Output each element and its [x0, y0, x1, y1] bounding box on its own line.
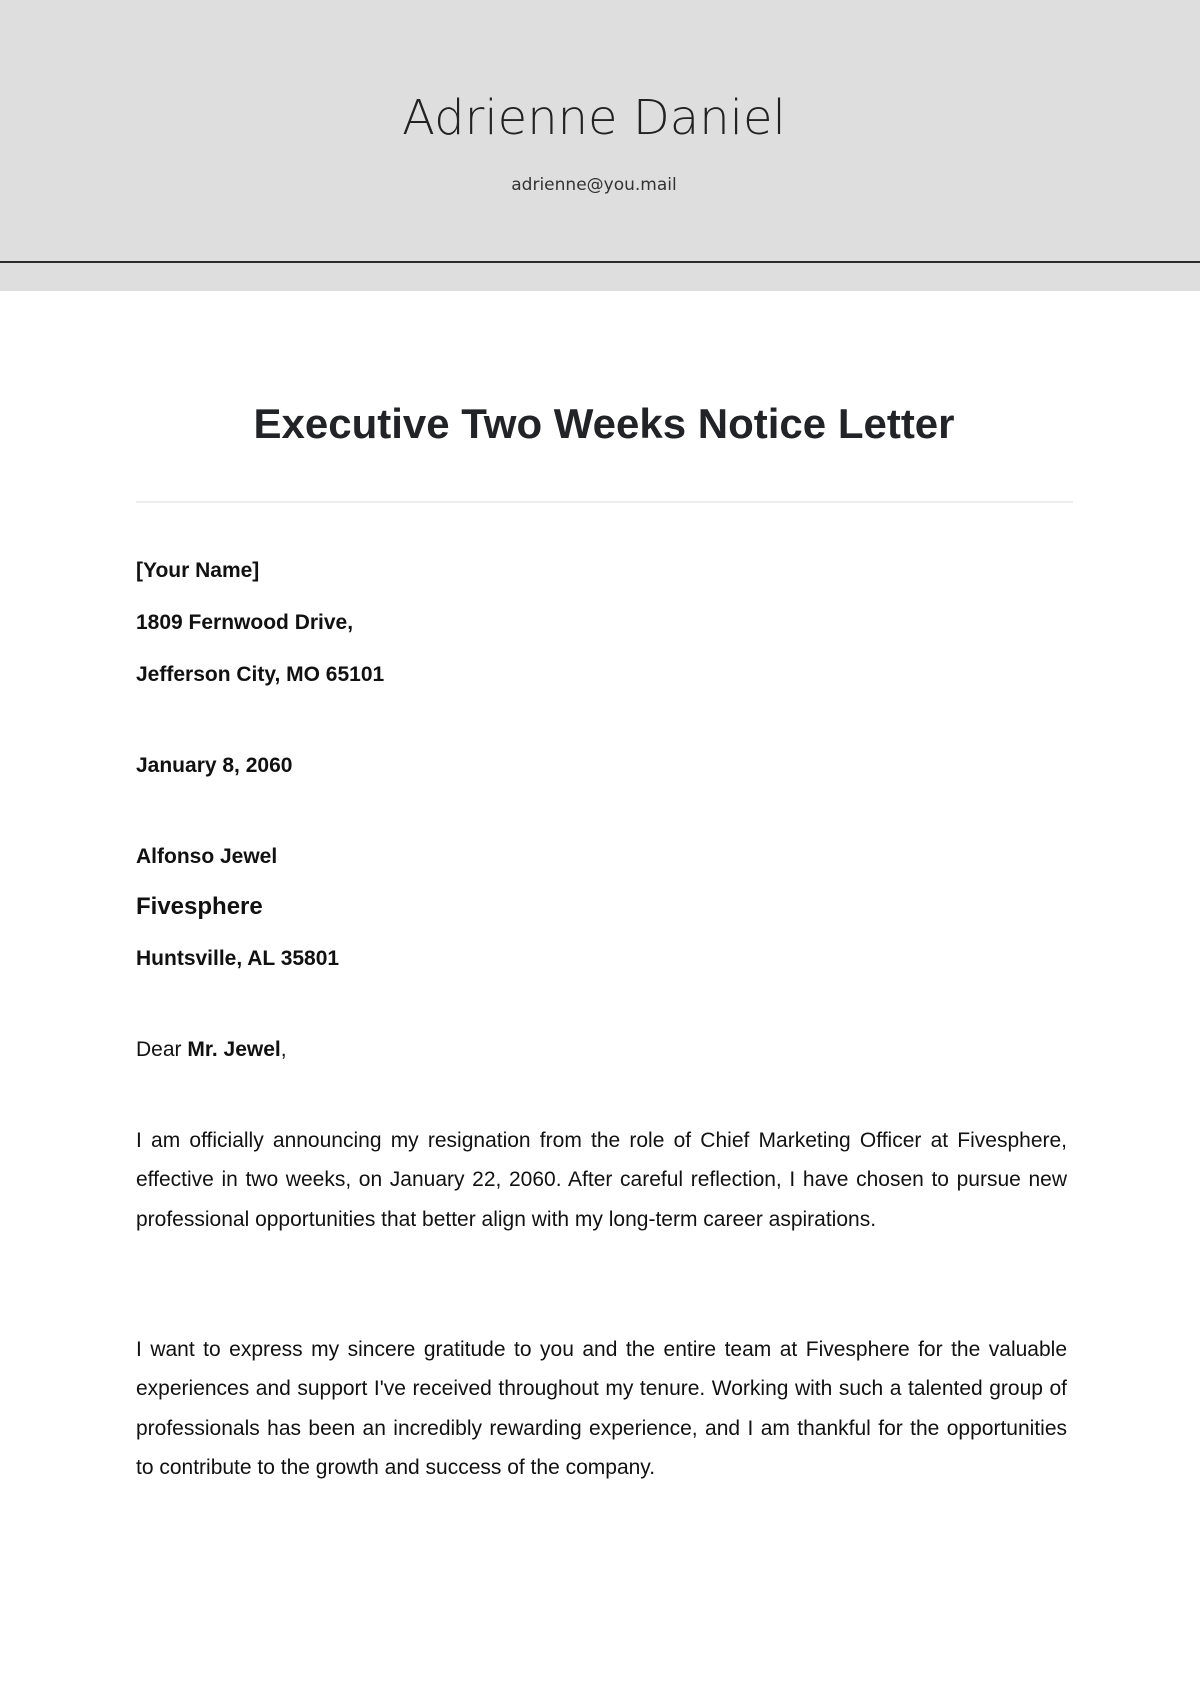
title-divider: [136, 501, 1073, 503]
recipient-city: Huntsville, AL 35801: [136, 947, 340, 970]
salutation: [136, 1038, 287, 1062]
recipient-name: Alfonso Jewel: [136, 845, 278, 868]
author-name: Adrienne Daniel: [402, 90, 786, 146]
salutation-name: Mr. Jewel: [187, 1038, 281, 1061]
letterhead: [0, 0, 1200, 291]
letter-date: January 8, 2060: [136, 754, 293, 777]
recipient-company: Fivesphere: [136, 893, 263, 920]
salutation-prefix: Dear: [136, 1038, 188, 1061]
body-paragraph: I am officially announcing my resignation from the role of Chief Marketing Officer at Fivesphere, effective in two weeks, on January 22, 2060. After careful reflection, I have chosen to pursue new professional opportunities that better align with my long-term career aspirations.: [136, 1129, 1067, 1231]
header-rule: [0, 261, 1200, 263]
document-title: Executive Two Weeks Notice Letter: [253, 400, 955, 447]
author-email: adrienne@you.mail: [511, 175, 677, 195]
salutation-suffix: ,: [280, 1038, 287, 1061]
body-paragraph: I want to express my sincere gratitude to you and the entire team at Fivesphere for the valuable experiences and support I've received throughout my tenure. Working with such a talented group of professionals has been an incredibly rewarding experience, and I am thankful for the opportunities to contribute to the growth and success of the company.: [136, 1338, 1067, 1480]
sender-street: 1809 Fernwood Drive,: [136, 611, 354, 634]
sender-city: Jefferson City, MO 65101: [136, 663, 385, 686]
sender-name: [Your Name]: [136, 559, 260, 582]
